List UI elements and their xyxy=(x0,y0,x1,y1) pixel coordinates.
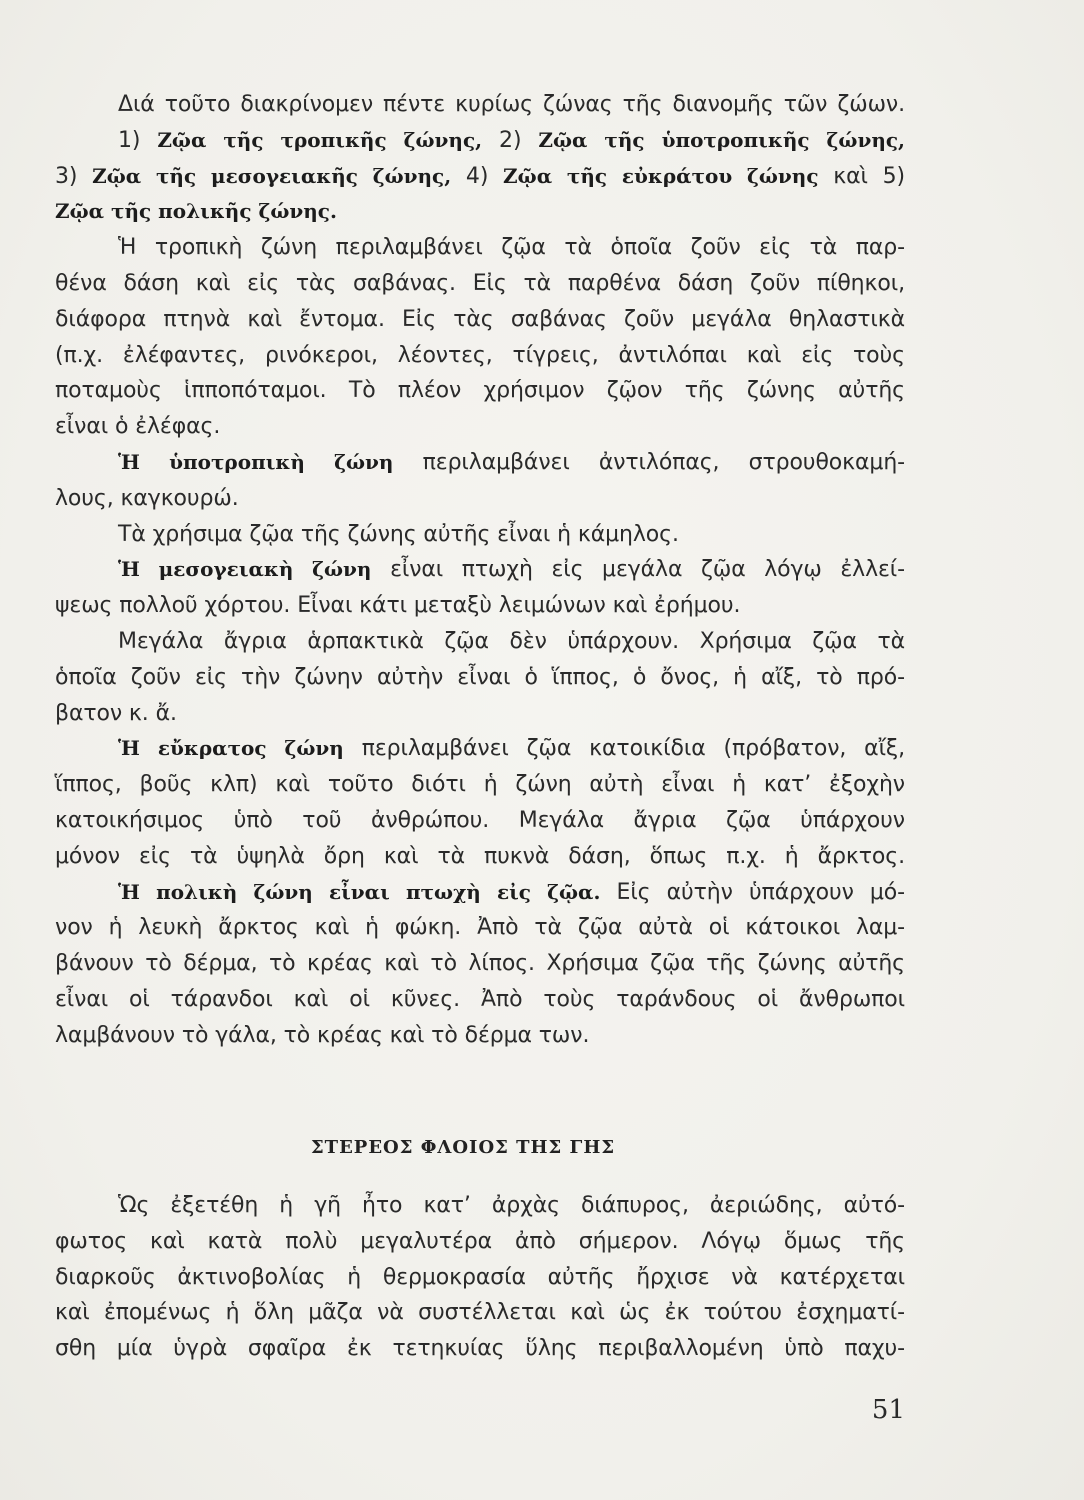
text-line xyxy=(55,875,905,911)
text-line: Ὡς ἐξετέθη ἡ γῆ ἦτο κατ’ ἀρχὰς διάπυρος, ἀεριώδης, αὐτό- xyxy=(118,1193,905,1218)
list-number: 3) xyxy=(55,163,93,189)
line-text: εἶναι οἱ τάρανδοι καὶ οἱ κῦνες. Ἀπὸ τοὺς ταράνδους οἱ ἄνθρωποι xyxy=(55,986,905,1012)
text-line xyxy=(55,338,905,374)
line-text: εἶναι ὁ ἐλέφας. xyxy=(55,414,221,440)
list-number: καὶ 5) xyxy=(818,163,905,189)
text-line xyxy=(55,1018,905,1054)
line-text: βάνουν τὸ δέρμα, τὸ κρέας καὶ τὸ λίπος. Χρήσιμα ζῷα τῆς ζώνης αὐτῆς xyxy=(55,951,905,977)
text-line xyxy=(55,552,905,588)
text-line xyxy=(55,302,905,338)
text-line xyxy=(55,731,905,767)
line-text: ποταμοὺς ἱπποπόταμοι. Τὸ πλέον χρήσιμον ζῷον τῆς ζώνης αὐτῆς xyxy=(55,378,905,404)
earth-crust-text xyxy=(55,1188,905,1367)
line-text: Εἰς αὐτὴν ὑπάρχουν μό- xyxy=(600,879,905,905)
text-line xyxy=(55,266,905,302)
text-line xyxy=(55,660,905,696)
zone-title: Ζῷα τῆς εὐκράτου ζώνης xyxy=(503,163,819,188)
line-text: κατοικήσιμος ὑπὸ τοῦ ἀνθρώπου. Μεγάλα ἄγρια ζῷα ὑπάρχουν xyxy=(55,807,905,833)
line-text: Τὰ χρήσιμα ζῷα τῆς ζώνης αὐτῆς εἶναι ἡ κάμηλος. xyxy=(118,521,679,547)
line-text: ὁποῖα ζοῦν εἰς τὴν ζώνην αὐτὴν εἶναι ὁ ἵππος, ὁ ὄνος, ἡ αἴξ, τὸ πρό- xyxy=(55,664,905,690)
list-number: 4) xyxy=(451,163,504,189)
zone-title: Ζῷα τῆς πολικῆς ζώνης. xyxy=(55,199,337,224)
text-line xyxy=(55,839,905,875)
line-text: Μεγάλα ἄγρια ἁρπακτικὰ ζῷα δὲν ὑπάρχουν. Χρήσιμα ζῷα τὰ xyxy=(118,628,905,654)
section-heading: ΣΤΕΡΕΟΣ ΦΛΟΙΟΣ ΤΗΣ ΓΗΣ xyxy=(310,1137,616,1158)
text-line xyxy=(55,696,905,732)
text-line xyxy=(55,87,905,123)
line-text: περιλαμβάνει ἀντιλόπας, στρουθοκαμή- xyxy=(393,449,906,475)
list-number: 2) xyxy=(482,127,539,153)
line-text: μόνον εἰς τὰ ὑψηλὰ ὄρη καὶ τὰ πυκνὰ δάση, ὅπως π.χ. ἡ ἄρκτος. xyxy=(55,843,905,869)
line-text: Ἡ τροπικὴ ζώνη περιλαμβάνει ζῷα τὰ ὁποῖα ζοῦν εἰς τὰ παρ- xyxy=(118,235,905,261)
list-number: 1) xyxy=(118,127,158,153)
text-line xyxy=(55,624,905,660)
line-text: νον ἡ λευκὴ ἄρκτος καὶ ἡ φώκη. Ἀπὸ τὰ ζῷα αὐτὰ οἱ κάτοικοι λαμ- xyxy=(55,915,905,941)
line-text: περιλαμβάνει ζῷα κατοικίδια (πρόβατον, αἴξ, xyxy=(343,736,905,762)
zone-title: Ἡ εὔκρατος ζώνη xyxy=(118,736,344,761)
text-line xyxy=(55,588,905,624)
zone-title: Ζῷα τῆς τροπικῆς ζώνης, xyxy=(157,127,483,152)
text-line: διαρκοῦς ἀκτινοβολίας ἡ θερμοκρασία αὐτῆς ἤρχισε νὰ κατέρχεται xyxy=(55,1264,905,1290)
zone-title: Ἡ μεσογειακὴ ζώνη xyxy=(118,557,372,582)
text-line xyxy=(55,946,905,982)
text-line xyxy=(55,230,905,266)
zone-title: Ζῷα τῆς μεσογειακῆς ζώνης, xyxy=(92,163,452,188)
text-line xyxy=(55,517,905,553)
page-number: 51 xyxy=(871,1395,905,1425)
text-line xyxy=(55,803,905,839)
text-line xyxy=(55,910,905,946)
text-line: σθη μία ὑγρὰ σφαῖρα ἐκ τετηκυίας ὕλης περιβαλλομένη ὑπὸ παχυ- xyxy=(55,1336,905,1362)
zone-title: Ζῷα τῆς ὑποτροπικῆς ζώνης, xyxy=(538,127,905,152)
line-text: λους, καγκουρώ. xyxy=(55,485,239,511)
text-line xyxy=(55,445,905,481)
line-text: βατον κ. ἄ. xyxy=(55,700,177,726)
text-line xyxy=(55,194,905,230)
line-text: εἶναι πτωχὴ εἰς μεγάλα ζῷα λόγῳ ἐλλεί- xyxy=(371,557,905,583)
text-line: καὶ ἐπομένως ἡ ὅλη μᾶζα νὰ συστέλλεται καὶ ὡς ἐκ τούτου ἐσχηματί- xyxy=(55,1300,905,1326)
zone-title: Ἡ πολικὴ ζώνη εἶναι πτωχὴ εἰς ζῷα. xyxy=(118,879,601,904)
animal-zones-text xyxy=(55,87,905,1054)
line-text: ἵππος, βοῦς κλπ) καὶ τοῦτο διότι ἡ ζώνη αὐτὴ εἶναι ἡ κατ’ ἐξοχὴν xyxy=(55,772,905,798)
text-line xyxy=(55,481,905,517)
text-line xyxy=(55,982,905,1018)
zone-title: Ἡ ὑποτροπικὴ ζώνη xyxy=(118,449,394,474)
text-line xyxy=(55,123,905,159)
text-line: φωτος καὶ κατὰ πολὺ μεγαλυτέρα ἀπὸ σήμερον. Λόγῳ ὅμως τῆς xyxy=(55,1228,905,1254)
line-text: ψεως πολλοῦ χόρτου. Εἶναι κάτι μεταξὺ λειμώνων καὶ ἐρήμου. xyxy=(55,593,741,619)
text-line xyxy=(55,159,905,195)
text-line xyxy=(55,767,905,803)
text-line xyxy=(55,373,905,409)
line-text: θένα δάση καὶ εἰς τὰς σαβάνας. Εἰς τὰ παρθένα δάση ζοῦν πίθηκοι, xyxy=(55,270,905,296)
line-text: λαμβάνουν τὸ γάλα, τὸ κρέας καὶ τὸ δέρμα των. xyxy=(55,1022,590,1048)
line-text: (π.χ. ἐλέφαντες, ρινόκεροι, λέοντες, τίγρεις, ἀντιλόπαι καὶ εἰς τοὺς xyxy=(55,342,905,368)
line-text: διάφορα πτηνὰ καὶ ἔντομα. Εἰς τὰς σαβάνας ζοῦν μεγάλα θηλαστικὰ xyxy=(55,306,905,332)
text-line xyxy=(55,409,905,445)
line-text: Διά τοῦτο διακρίνομεν πέντε κυρίως ζώνας τῆς διανομῆς τῶν ζώων. xyxy=(118,92,905,117)
